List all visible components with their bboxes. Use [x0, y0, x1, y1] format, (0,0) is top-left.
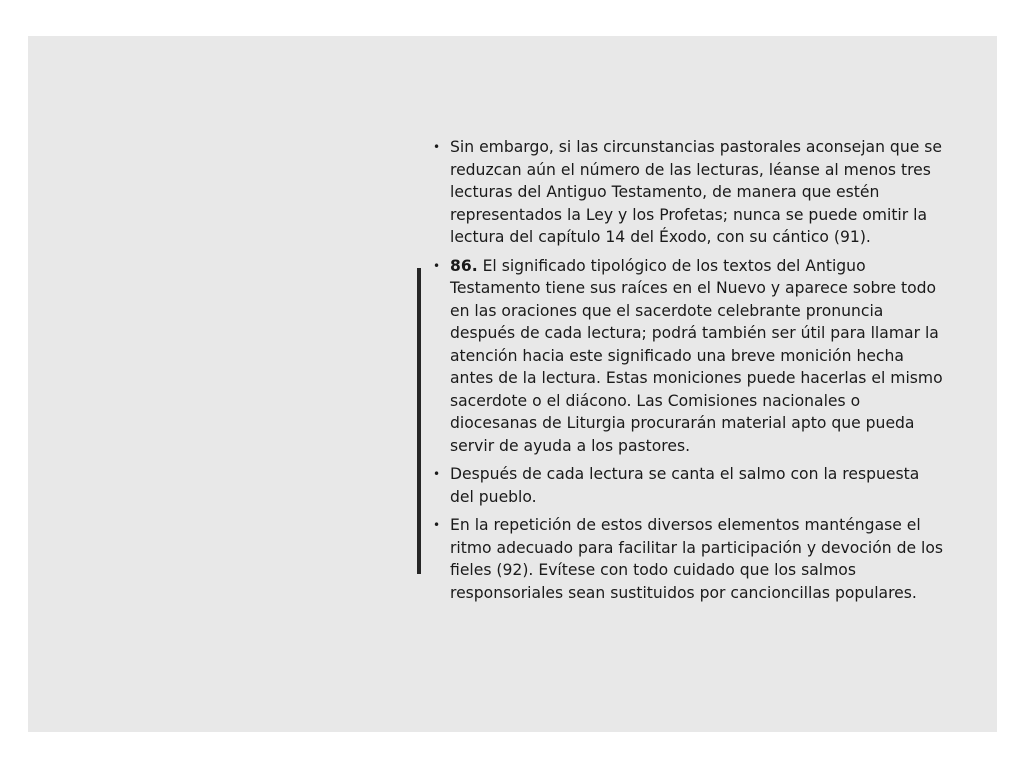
bullet-icon: •: [433, 140, 441, 154]
bullet-text: Sin embargo, si las circunstancias pastorales aconsejan que se reduzcan aún el número de las lecturas, léanse al menos tres lecturas del Antiguo Testamento, de manera que estén representados la Ley y los Profetas; nunca se puede omitir la lectura del capítulo 14 del Éxodo, con su cántico (91).: [450, 138, 942, 246]
bullet-icon: •: [433, 518, 441, 532]
slide: [28, 36, 997, 732]
bullet-item-4: [426, 514, 946, 604]
bullet-item-1: [426, 136, 946, 249]
bullet-list: [426, 136, 946, 610]
bullet-icon: •: [433, 467, 441, 481]
bullet-item-3: [426, 463, 946, 508]
bullet-item-2: [426, 255, 946, 458]
bullet-text: En la repetición de estos diversos elementos manténgase el ritmo adecuado para facilitar la participación y devoción de los fieles (92). Evítese con todo cuidado que los salmos responsoriales sean sustituidos por cancioncillas populares.: [450, 516, 944, 602]
vertical-divider: [417, 268, 421, 574]
paragraph-number: 86.: [450, 256, 478, 275]
bullet-text: Después de cada lectura se canta el salmo con la respuesta del pueblo.: [450, 465, 920, 506]
bullet-icon: •: [433, 258, 441, 273]
bullet-text: El significado tipológico de los textos del Antiguo Testamento tiene sus raíces en el Nuevo y aparece sobre todo en las oraciones que el sacerdote celebrante pronuncia después de cada lectura; podrá también ser útil para llamar la atención hacia este significado una breve monición hecha antes de la lectura. Estas moniciones puede hacerlas el mismo sacerdote o el diácono. Las Comisiones nacionales o diocesanas de Liturgia procurarán material apto que pueda servir de ayuda a los pastores.: [450, 256, 943, 455]
